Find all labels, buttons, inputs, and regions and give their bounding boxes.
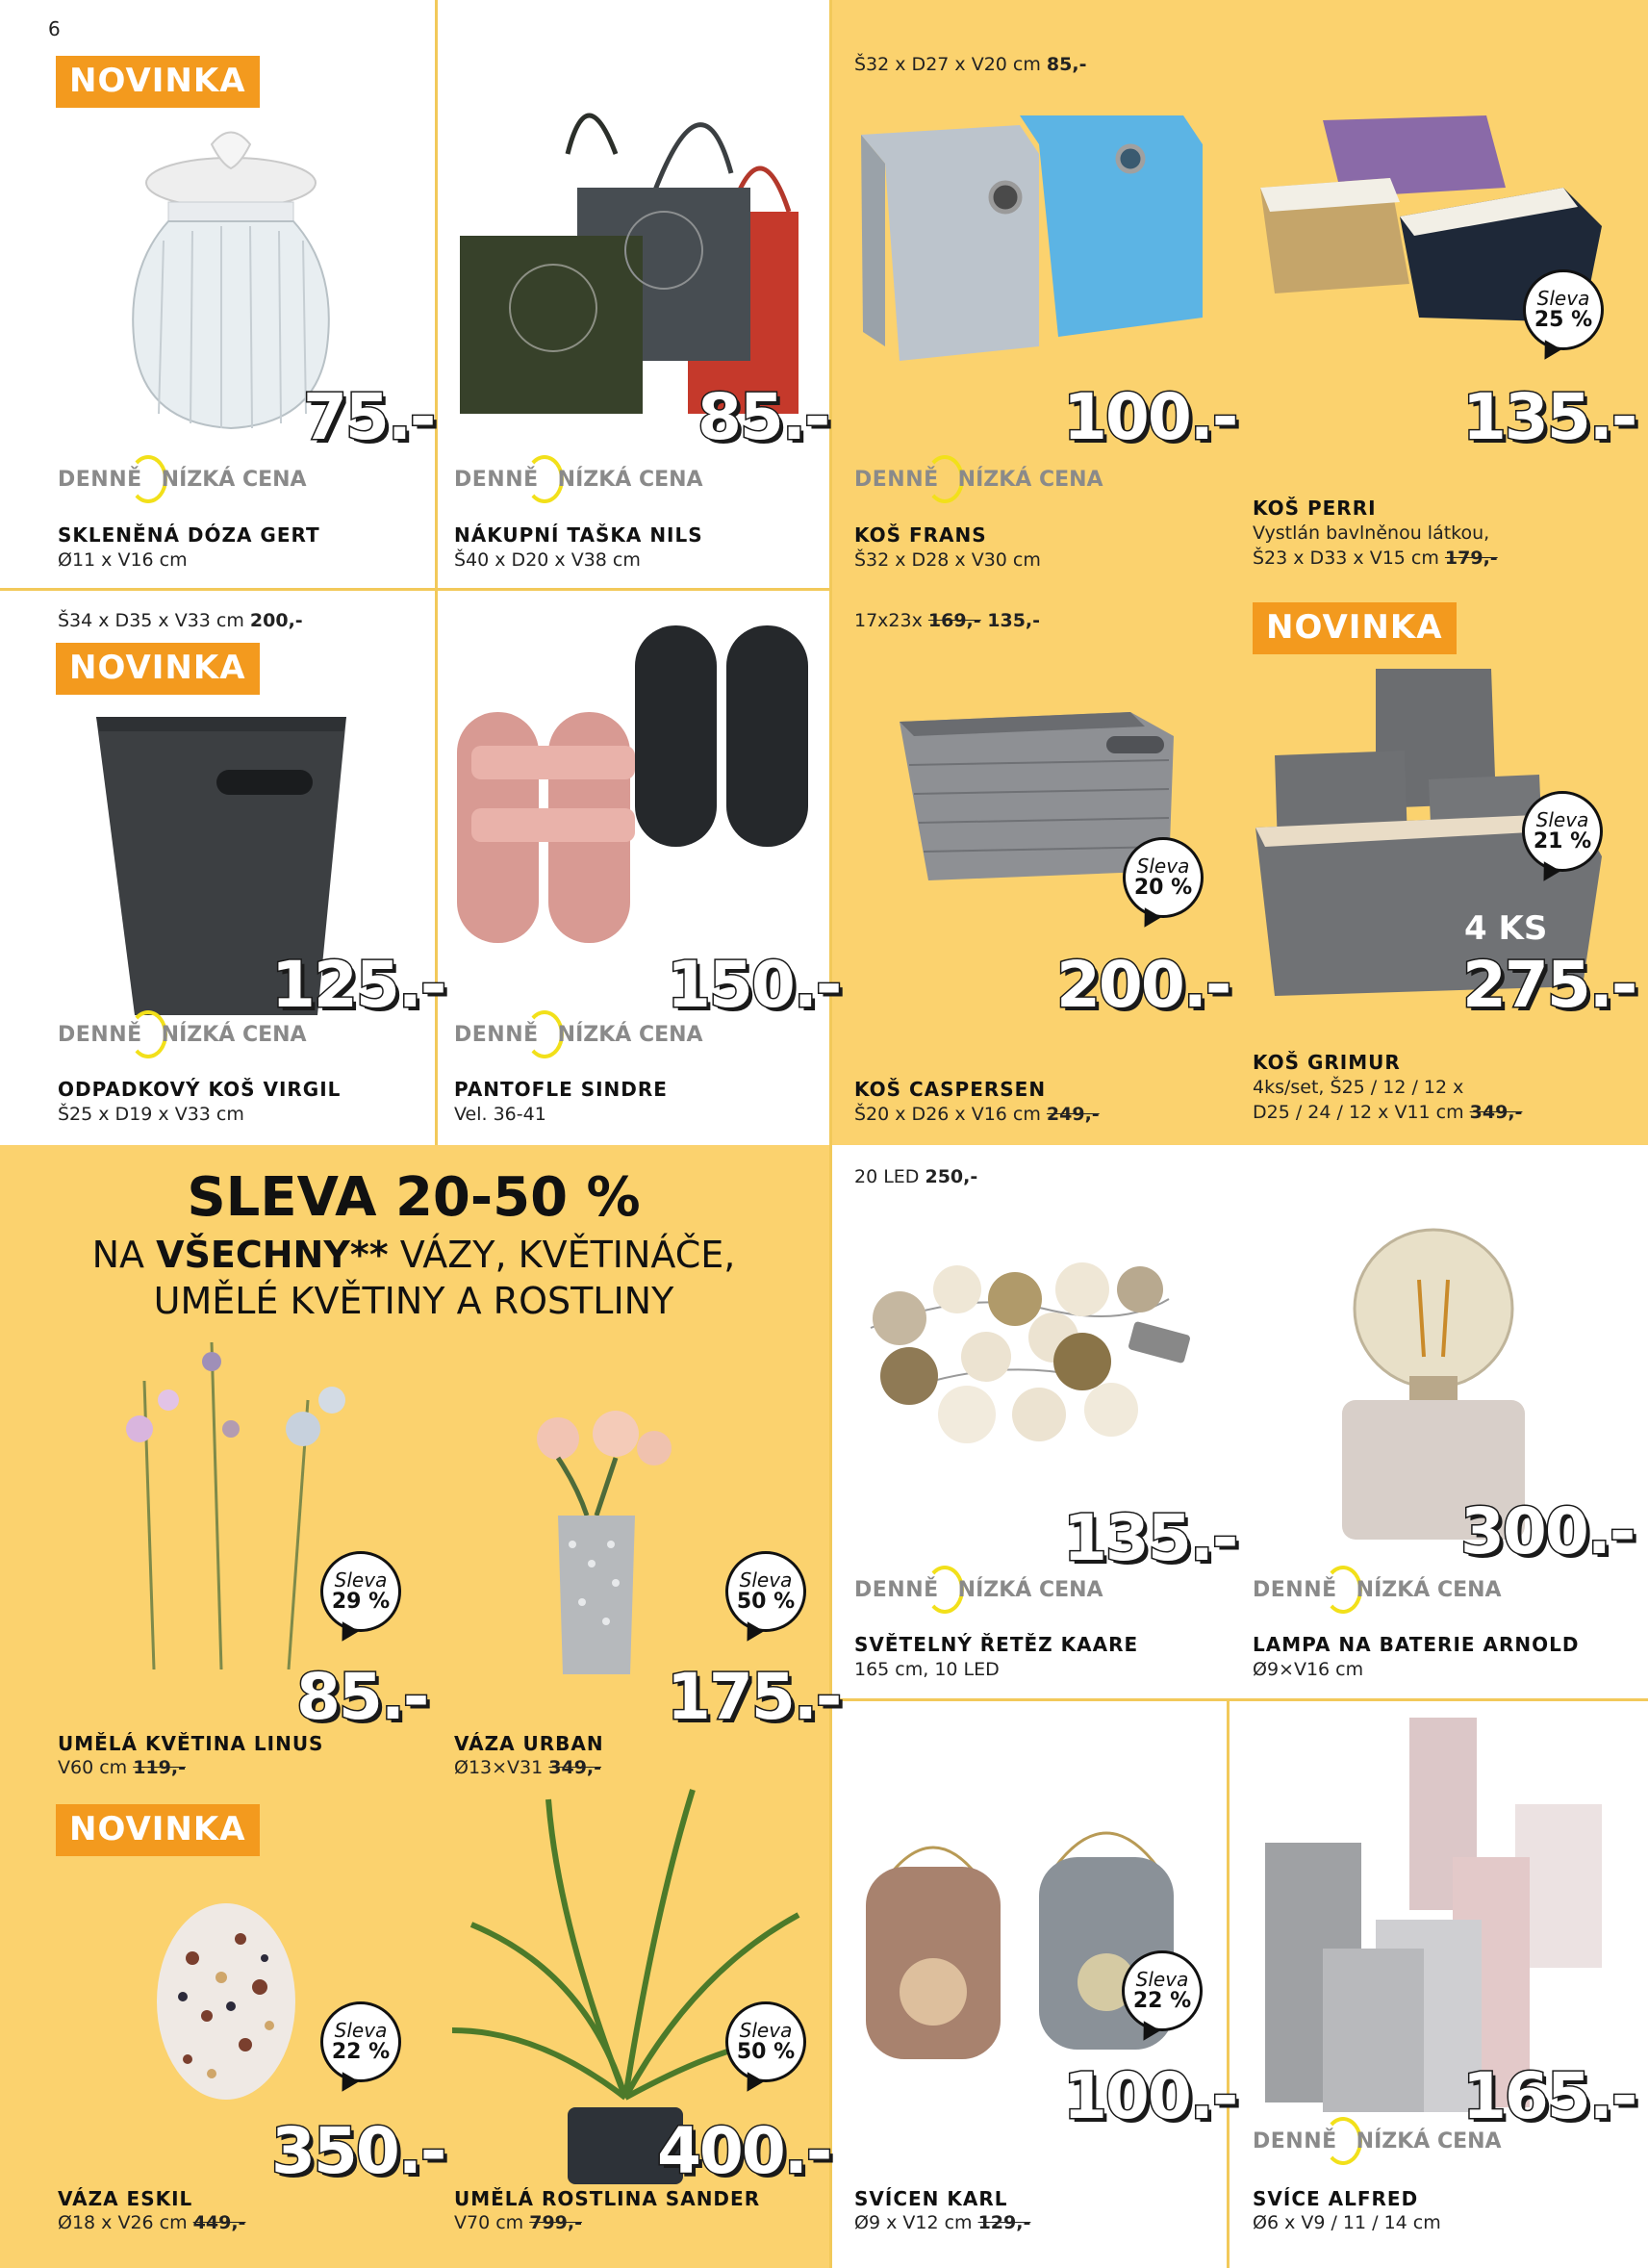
product-desc: Ø9 x V12 cm 129,-	[854, 2212, 1031, 2233]
storage-boxes-image	[851, 106, 1217, 366]
product-name: UMĚLÁ ROSTLINA SANDER	[454, 2187, 761, 2210]
product-name: VÁZA URBAN	[454, 1732, 604, 1755]
divider	[829, 1698, 1648, 1701]
price: 275.-	[1462, 948, 1636, 1022]
product-desc: Ø6 x V9 / 11 / 14 cm	[1253, 2212, 1441, 2233]
price: 150.-	[667, 948, 841, 1022]
product-name: KOŠ CASPERSEN	[854, 1078, 1047, 1101]
product-name: SVĚTELNÝ ŘETĚZ KAARE	[854, 1633, 1139, 1656]
price: 85.-	[697, 380, 829, 454]
price: 125.-	[271, 948, 445, 1022]
price: 165.-	[1462, 2059, 1636, 2133]
price: 100.-	[1063, 380, 1237, 454]
new-badge: NOVINKA	[56, 1804, 260, 1856]
daily-low-price-logo: DENNĚ NÍZKÁ CENA	[1253, 1566, 1502, 1614]
divider	[829, 0, 832, 2268]
price: 85.-	[296, 1660, 428, 1734]
discount-badge: Sleva 50 %	[725, 1551, 806, 1632]
size-price-note: Š32 x D27 x V20 cm 85,-	[854, 54, 1087, 75]
product-desc: Š32 x D28 x V30 cm	[854, 549, 1041, 571]
battery-lamp-image	[1337, 1222, 1530, 1540]
size-price-note: 20 LED 250,-	[854, 1166, 978, 1187]
product-desc: Vystlán bavlněnou látkou, Š23 x D33 x V15 cm 179,-	[1253, 522, 1498, 569]
candles-image	[1255, 1713, 1621, 2117]
product-desc: Š40 x D20 x V38 cm	[454, 549, 641, 571]
price: 75.-	[303, 380, 435, 454]
product-name: VÁZA ESKIL	[58, 2187, 193, 2210]
piece-count: 4 KS	[1464, 909, 1548, 948]
size-price-note: 17x23x 169,- 135,-	[854, 610, 1041, 631]
price: 400.-	[657, 2114, 831, 2188]
product-name: UMĚLÁ KVĚTINA LINUS	[58, 1732, 324, 1755]
product-name: SVÍCE ALFRED	[1253, 2187, 1419, 2210]
product-name: KOŠ FRANS	[854, 523, 987, 547]
led-string-image	[851, 1251, 1217, 1453]
product-name: KOŠ PERRI	[1253, 497, 1377, 520]
daily-low-price-logo: DENNĚ NÍZKÁ CENA	[854, 1566, 1103, 1614]
price: 135.-	[1462, 380, 1636, 454]
product-name: PANTOFLE SINDRE	[454, 1078, 668, 1101]
daily-low-price-logo: DENNĚ NÍZKÁ CENA	[454, 455, 703, 503]
product-desc: Ø18 x V26 cm 449,-	[58, 2212, 246, 2233]
daily-low-price-logo: DENNĚ NÍZKÁ CENA	[58, 1010, 307, 1058]
product-name: SVÍCEN KARL	[854, 2187, 1008, 2210]
product-desc: Vel. 36-41	[454, 1104, 546, 1125]
slippers-image	[452, 621, 818, 948]
daily-low-price-logo: DENNĚ NÍZKÁ CENA	[854, 455, 1103, 503]
product-desc: V70 cm 799,-	[454, 2212, 582, 2233]
daily-low-price-logo: DENNĚ NÍZKÁ CENA	[58, 455, 307, 503]
speckled-vase-image	[154, 1900, 298, 2102]
product-name: SKLENĚNÁ DÓZA GERT	[58, 523, 320, 547]
promo-subline: UMĚLÉ KVĚTINY A ROSTLINY	[153, 1280, 674, 1322]
discount-badge: Sleva 21 %	[1522, 791, 1603, 872]
product-desc: Ø13×V31 349,-	[454, 1757, 602, 1778]
promo-headline: SLEVA 20-50 %	[187, 1166, 641, 1229]
vase-with-flowers-image	[520, 1410, 673, 1679]
discount-badge: Sleva 29 %	[320, 1551, 401, 1632]
product-name: KOŠ GRIMUR	[1253, 1051, 1401, 1074]
product-name: NÁKUPNÍ TAŠKA NILS	[454, 523, 703, 547]
divider	[0, 588, 829, 591]
new-badge: NOVINKA	[56, 56, 260, 108]
divider	[1227, 1698, 1230, 2268]
daily-low-price-logo: DENNĚ NÍZKÁ CENA	[1253, 2117, 1502, 2165]
product-desc: Š20 x D26 x V16 cm 249,-	[854, 1104, 1100, 1125]
product-desc: 4ks/set, Š25 / 12 / 12 x D25 / 24 / 12 x V11 cm 349,-	[1253, 1077, 1523, 1123]
price: 350.-	[271, 2114, 445, 2188]
price: 100.-	[1063, 2059, 1237, 2133]
new-badge: NOVINKA	[1253, 602, 1457, 654]
product-name: LAMPA NA BATERIE ARNOLD	[1253, 1633, 1580, 1656]
daily-low-price-logo: DENNĚ NÍZKÁ CENA	[454, 1010, 703, 1058]
product-desc: 165 cm, 10 LED	[854, 1659, 1000, 1680]
price: 300.-	[1460, 1494, 1635, 1568]
discount-badge: Sleva 22 %	[320, 2001, 401, 2082]
new-badge: NOVINKA	[56, 643, 260, 695]
product-desc: Ø11 x V16 cm	[58, 549, 188, 571]
price: 175.-	[667, 1660, 841, 1734]
product-desc: Š25 x D19 x V33 cm	[58, 1104, 244, 1125]
price: 200.-	[1056, 948, 1230, 1022]
tote-bags-image	[452, 67, 808, 414]
discount-badge: Sleva 22 %	[1122, 1950, 1203, 2031]
size-price-note: Š34 x D35 x V33 cm 200,-	[58, 610, 303, 631]
product-desc: V60 cm 119,-	[58, 1757, 186, 1778]
artificial-flowers-image	[87, 1323, 366, 1669]
discount-badge: Sleva 25 %	[1523, 269, 1604, 350]
price: 135.-	[1063, 1501, 1237, 1575]
page-number: 6	[48, 17, 61, 40]
discount-badge: Sleva 50 %	[725, 2001, 806, 2082]
product-name: ODPADKOVÝ KOŠ VIRGIL	[58, 1078, 342, 1101]
product-desc: Ø9×V16 cm	[1253, 1659, 1364, 1680]
discount-badge: Sleva 20 %	[1123, 837, 1204, 918]
promo-subline: NA VŠECHNY** VÁZY, KVĚTINÁČE,	[91, 1234, 736, 1276]
